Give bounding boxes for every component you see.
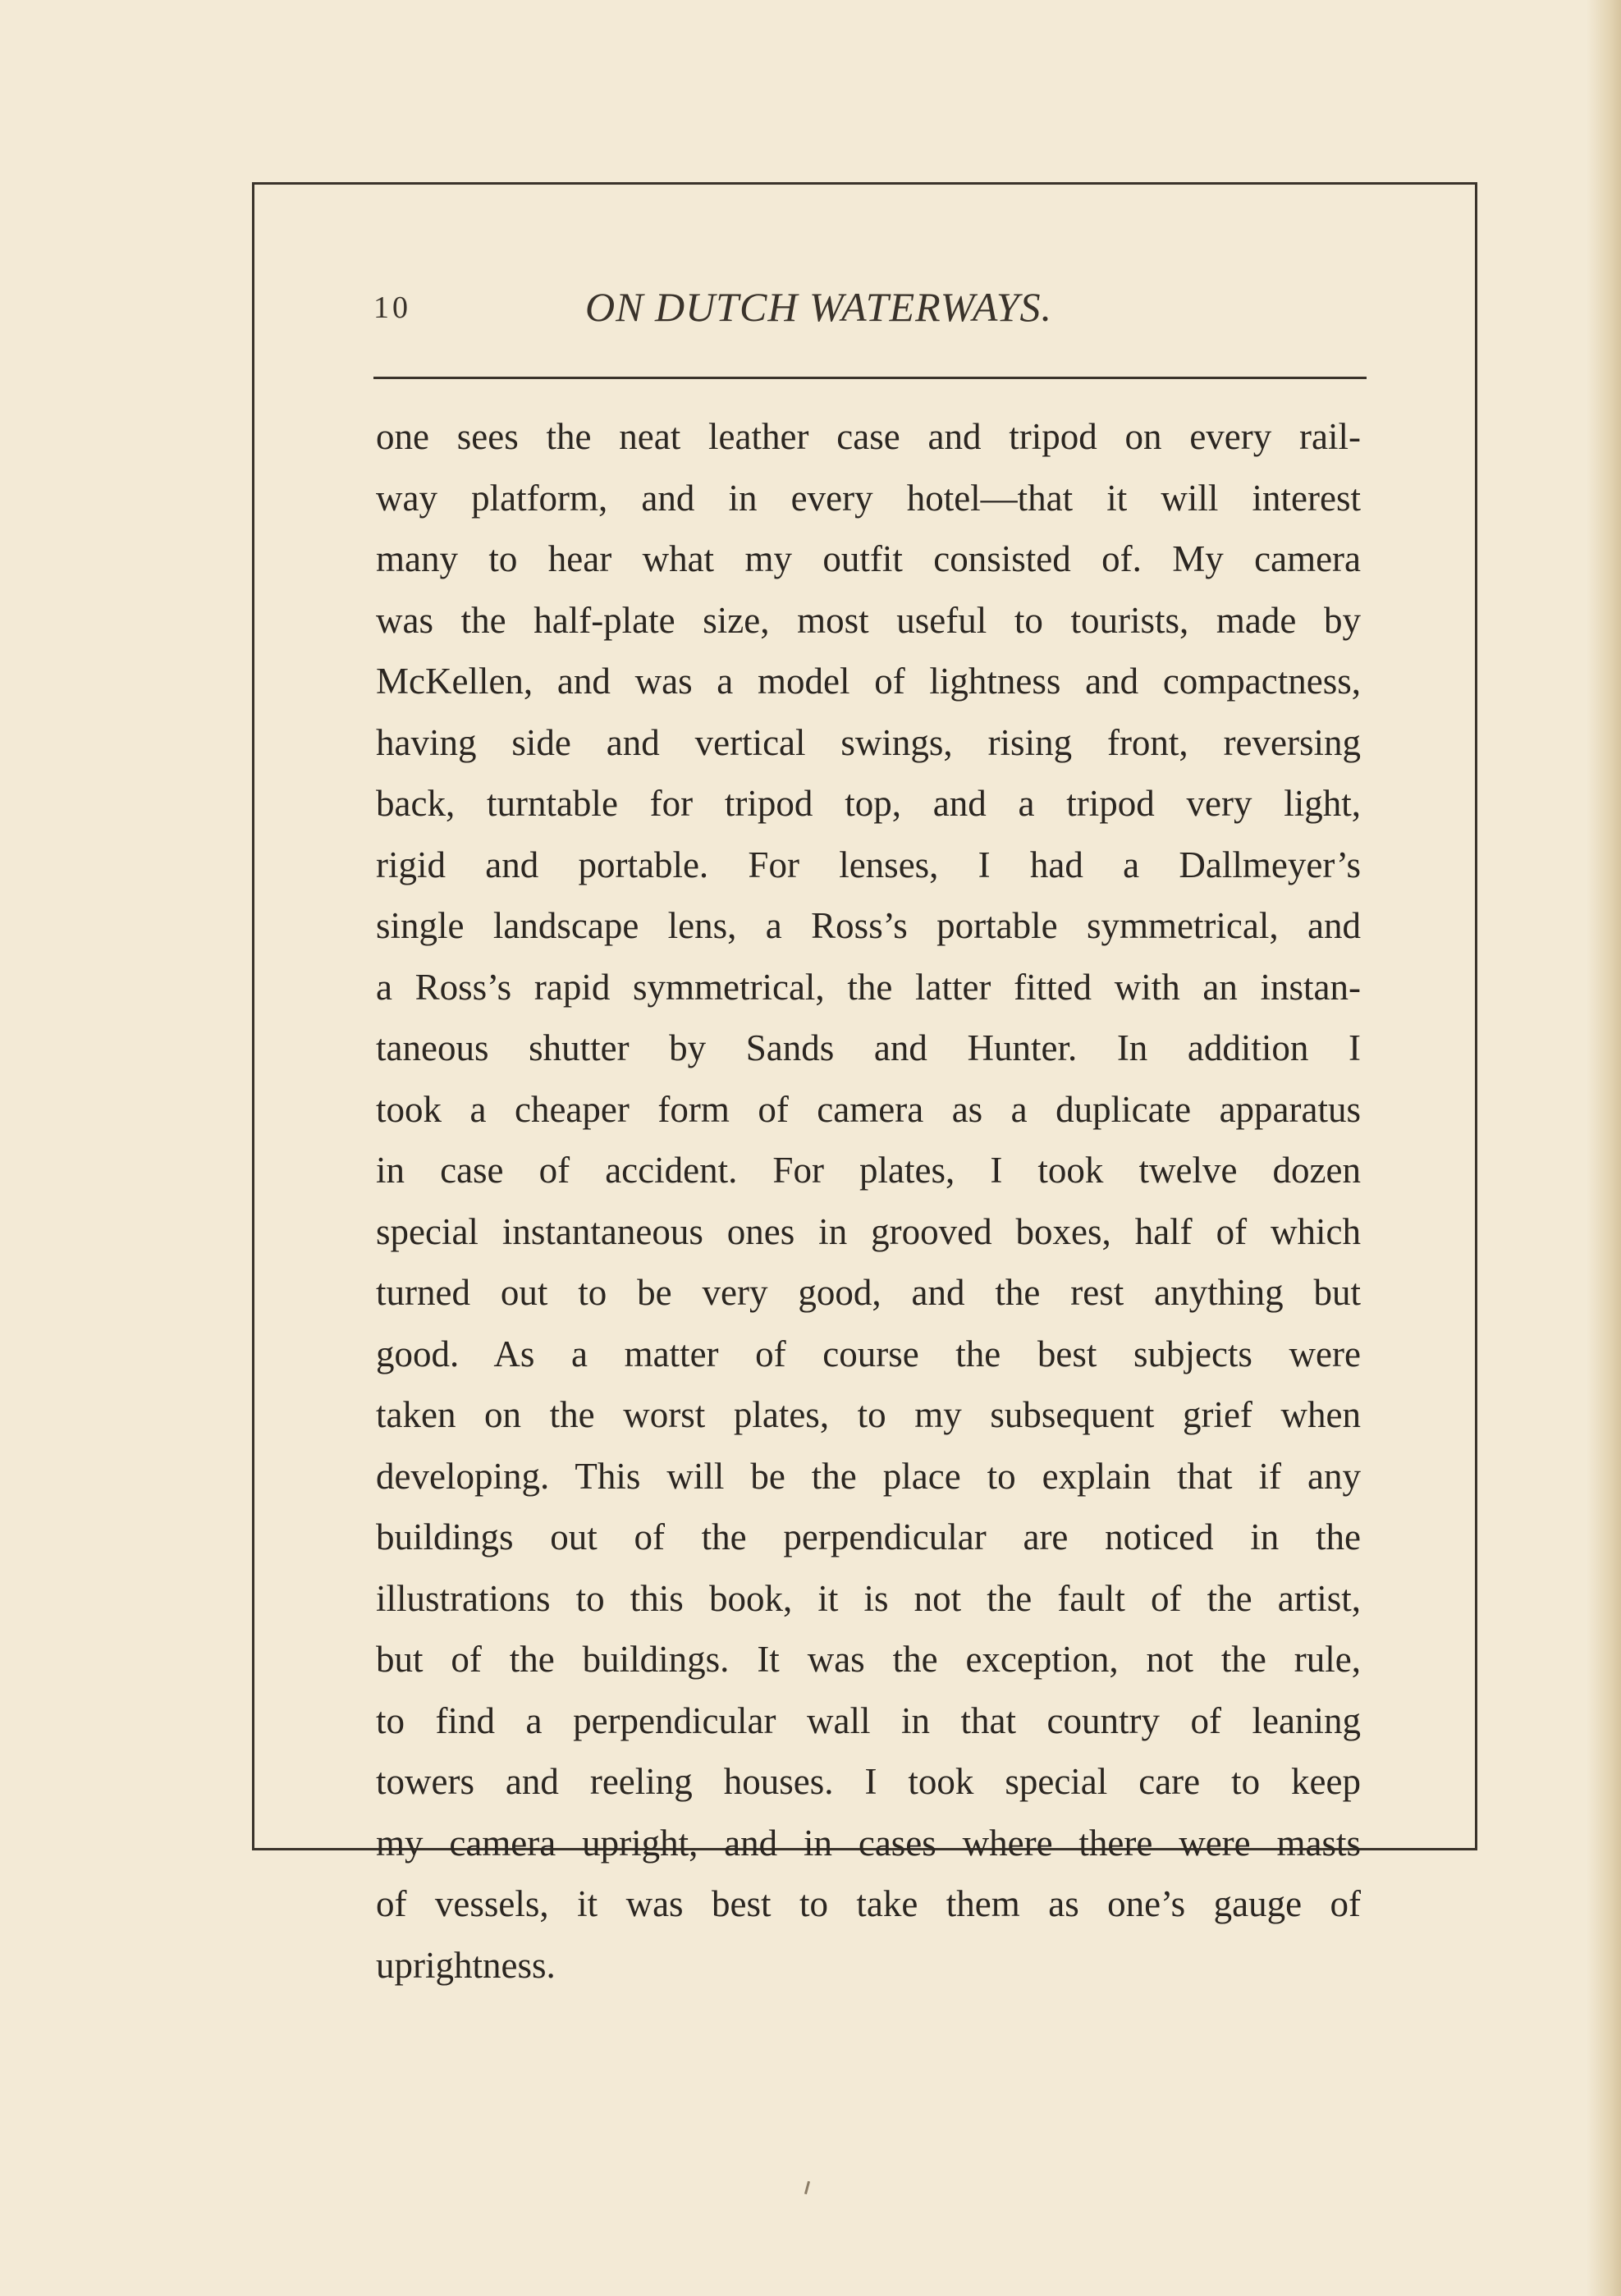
paper-mark xyxy=(804,2181,810,2194)
text-line: good. As a matter of course the best subjects were xyxy=(376,1333,1361,1374)
text-line: illustrations to this book, it is not the fault of the artist, xyxy=(376,1577,1361,1619)
text-line: many to hear what my outfit consisted of. My camera xyxy=(376,538,1361,579)
text-line: of vessels, it was best to take them as one’s gauge of xyxy=(376,1883,1361,1924)
page-edge xyxy=(1587,0,1621,2296)
text-line: uprightness. xyxy=(376,1944,556,1986)
text-line: in case of accident. For plates, I took twelve dozen xyxy=(376,1150,1361,1191)
text-line: single landscape lens, a Ross’s portable symmetrical, and xyxy=(376,905,1361,946)
text-line: one sees the neat leather case and tripod on every rail- xyxy=(376,416,1361,457)
text-line: special instantaneous ones in grooved boxes, half of which xyxy=(376,1210,1361,1252)
text-line: rigid and portable. For lenses, I had a Dallmeyer’s xyxy=(376,844,1361,885)
text-line: way platform, and in every hotel—that it will interest xyxy=(376,477,1361,519)
text-line: took a cheaper form of camera as a duplicate apparatus xyxy=(376,1088,1361,1130)
text-line: taken on the worst plates, to my subsequent grief when xyxy=(376,1394,1361,1435)
page-header xyxy=(373,283,1367,341)
text-line: was the half-plate size, most useful to tourists, made by xyxy=(376,599,1361,641)
text-line: turned out to be very good, and the rest anything but xyxy=(376,1272,1361,1313)
text-line: a Ross’s rapid symmetrical, the latter fitted with an instan- xyxy=(376,966,1361,1008)
body-text xyxy=(376,406,1361,1996)
page-number: 10 xyxy=(373,290,411,325)
text-line: back, turntable for tripod top, and a tripod very light, xyxy=(376,783,1361,824)
text-line: to find a perpendicular wall in that country of leaning xyxy=(376,1699,1361,1741)
text-line: taneous shutter by Sands and Hunter. In addition I xyxy=(376,1027,1361,1068)
header-rule xyxy=(373,377,1367,379)
text-line: buildings out of the perpendicular are noticed in the xyxy=(376,1516,1361,1557)
running-title: ON DUTCH WATERWAYS. xyxy=(585,284,1053,330)
text-line: having side and vertical swings, rising front, reversing xyxy=(376,721,1361,763)
text-line: McKellen, and was a model of lightness and compactness, xyxy=(376,661,1361,702)
text-line: but of the buildings. It was the exception, not the rule, xyxy=(376,1639,1361,1680)
text-line: my camera upright, and in cases where there were masts xyxy=(376,1822,1361,1864)
text-line: towers and reeling houses. I took special care to keep xyxy=(376,1761,1361,1802)
text-line: developing. This will be the place to explain that if any xyxy=(376,1455,1361,1497)
